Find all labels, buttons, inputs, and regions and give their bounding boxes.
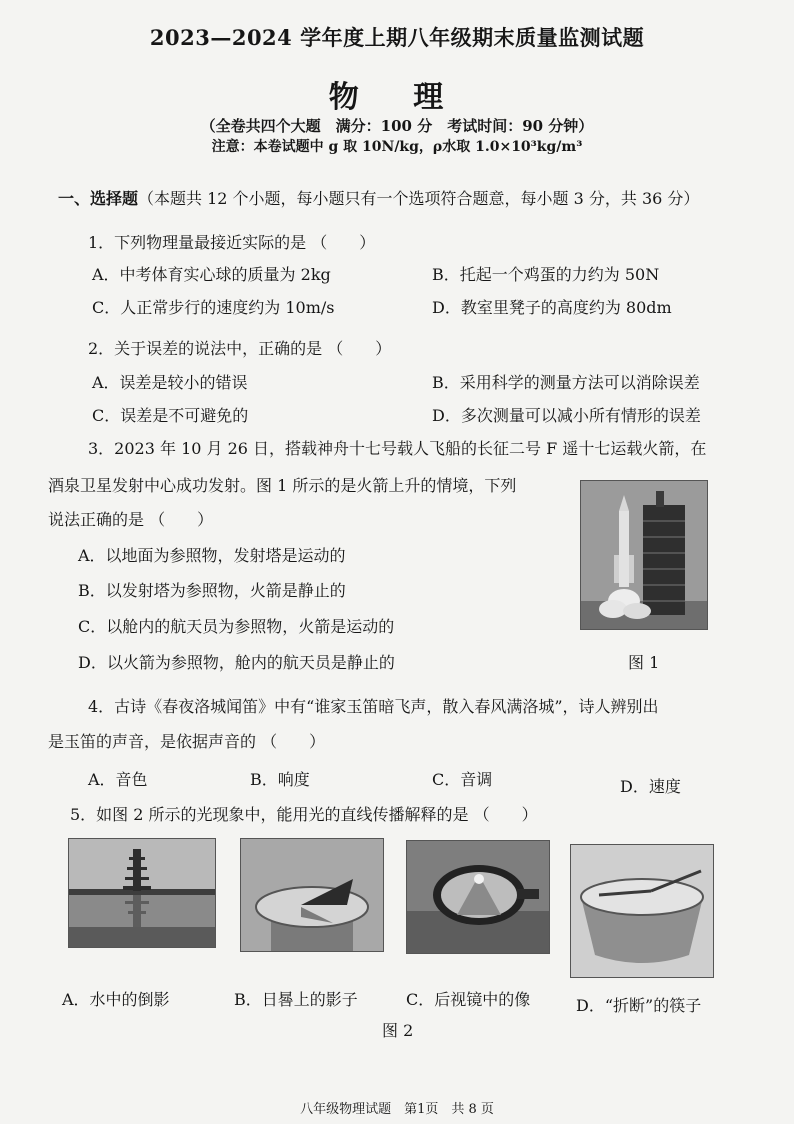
mirror-illustration (407, 841, 549, 953)
section-heading (58, 186, 699, 209)
q4-option-d: D．速度 (620, 777, 681, 796)
q1-option-d: D．教室里凳子的高度约为 80dm (432, 298, 672, 317)
q3-option-d: D．以火箭为参照物，舱内的航天员是静止的 (78, 653, 395, 672)
q2-option-a: A．误差是较小的错误 (92, 373, 248, 392)
q3-line2: 酒泉卫星发射中心成功发射。图 1 所示的是火箭上升的情境，下列 (48, 476, 517, 495)
q3-line1: 3．2023 年 10 月 26 日，搭载神舟十七号载人飞船的长征二号 F 遥十七运载火箭，在 (88, 439, 707, 458)
pagoda-illustration (69, 839, 215, 947)
q1-option-b: B．托起一个鸡蛋的力约为 50N (432, 265, 660, 284)
q5-option-c: C．后视镜中的像 (406, 990, 531, 1009)
subject-title: 物 理 (328, 80, 466, 115)
pagoda-reflection-photo (68, 838, 216, 948)
q4-line2: 是玉笛的声音，是依据声音的 （ ） (48, 732, 326, 751)
exam-meta: （全卷共四个大题 满分：100 分 考试时间：90 分钟） (200, 117, 594, 135)
chopstick-illustration (571, 845, 713, 977)
rocket-launch-photo (580, 480, 708, 630)
q3-option-a: A．以地面为参照物，发射塔是运动的 (78, 546, 346, 565)
exam-title: 2023—2024 学年度上期八年级期末质量监测试题 (149, 25, 645, 50)
q3-option-b: B．以发射塔为参照物，火箭是静止的 (78, 581, 346, 600)
q4-option-a: A．音色 (88, 770, 148, 789)
q2-option-c: C．误差是不可避免的 (92, 406, 249, 425)
q2-option-d: D．多次测量可以减小所有情形的误差 (432, 406, 701, 425)
section-label: 一、选择题 (58, 189, 139, 208)
section-desc: （本题共 12 个小题，每小题只有一个选项符合题意，每小题 3 分，共 36 分） (138, 189, 700, 208)
q1-option-a: A．中考体育实心球的质量为 2kg (92, 265, 331, 284)
q5-option-a: A．水中的倒影 (62, 990, 170, 1009)
sundial-photo (240, 838, 384, 952)
figure2-caption: 图 2 (382, 1021, 414, 1040)
q3-option-c: C．以舱内的航天员为参照物，火箭是运动的 (78, 617, 395, 636)
q3-line3: 说法正确的是 （ ） (48, 510, 214, 529)
rocket-illustration (581, 481, 707, 629)
bent-chopstick-photo (570, 844, 714, 978)
q1-stem: 1．下列物理量最接近实际的是 （ ） (88, 233, 376, 252)
page-footer: 八年级物理试题 第1页 共 8 页 (300, 1102, 494, 1117)
q4-option-c: C．音调 (432, 770, 493, 789)
q4-line1: 4．古诗《春夜洛城闻笛》中有“谁家玉笛暗飞声，散入春风满洛城”，诗人辨别出 (88, 697, 659, 716)
q5-stem: 5．如图 2 所示的光现象中，能用光的直线传播解释的是 （ ） (70, 805, 538, 824)
q2-stem: 2．关于误差的说法中，正确的是 （ ） (88, 339, 392, 358)
q1-option-c: C．人正常步行的速度约为 10m/s (92, 298, 335, 317)
q5-option-d: D．“折断”的筷子 (576, 996, 702, 1015)
exam-note: 注意：本卷试题中 g 取 10N/kg，ρ水取 1.0×10³kg/m³ (211, 139, 583, 155)
sundial-illustration (241, 839, 383, 951)
q2-option-b: B．采用科学的测量方法可以消除误差 (432, 373, 700, 392)
q5-option-b: B．日晷上的影子 (234, 990, 358, 1009)
rearview-mirror-photo (406, 840, 550, 954)
q4-option-b: B．响度 (250, 770, 310, 789)
figure1-caption: 图 1 (628, 653, 660, 672)
